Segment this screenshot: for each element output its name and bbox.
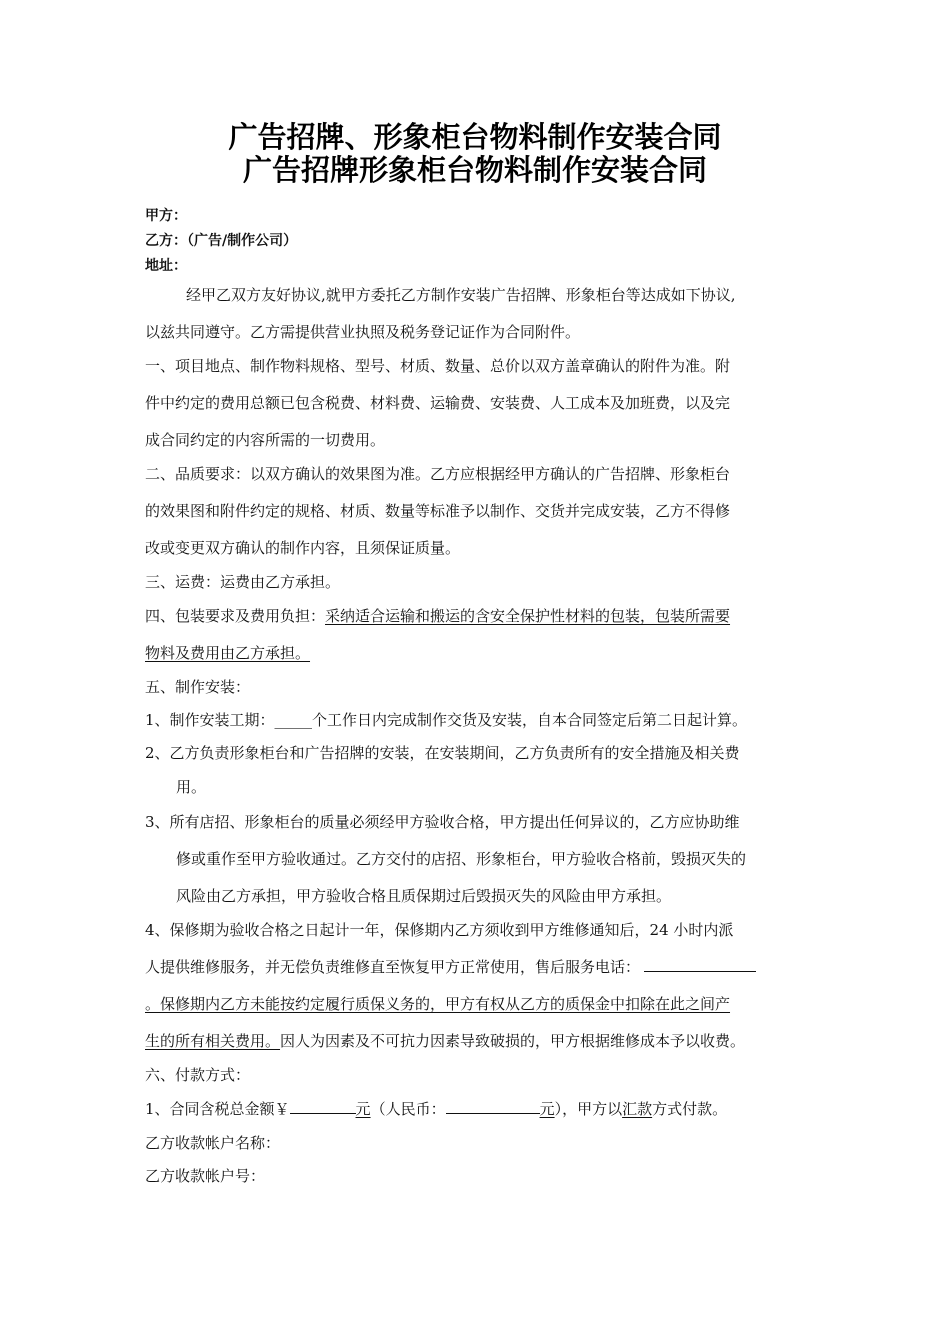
clause-3: 三、运费：运费由乙方承担。 [145, 573, 341, 591]
intro-line-2: 以兹共同遵守。乙方需提供营业执照及税务登记证作为合同附件。 [145, 323, 581, 341]
clause-2-line-2: 的效果图和附件约定的规格、材质、数量等标准予以制作、交货并完成安装，乙方不得修 [145, 502, 731, 520]
party-b-label: 乙方：（广告/制作公司） [145, 233, 298, 249]
clause-4-underlined-2: 物料及费用由乙方承担。 [145, 644, 311, 662]
clause-5-item-4-line-1: 4、保修期为验收合格之日起计一年，保修期内乙方须收到甲方维修通知后，24 小时内派 [145, 921, 734, 939]
intro-line-1: 经甲乙双方友好协议,就甲方委托乙方制作安装广告招牌、形象柜台等达成如下协议, [186, 286, 736, 304]
clause-5-item-2-line-2: 用。 [176, 778, 207, 796]
clause-2-line-3: 改或变更双方确认的制作内容，且须保证质量。 [145, 539, 461, 557]
clause-4-line-2 [145, 643, 310, 663]
clause-5-item-3-line-2: 修或重作至甲方验收通过。乙方交付的店招、形象柜台，甲方验收合格前，毁损灭失的 [176, 850, 747, 868]
clause-6-payment: 1、合同含税总金额￥ 元（人民币： 元），甲方以汇款方式付款。 [145, 1100, 728, 1118]
clause-5-item-3-line-1: 3、所有店招、形象柜台的质量必须经甲方验收合格，甲方提出任何异议的，乙方应协助维 [145, 813, 740, 831]
clause-5-item-4-line-4: 生的所有相关费用。因人为因素及不可抗力因素导致破损的，甲方根据维修成本予以收费。 [145, 1032, 746, 1050]
clause-5-item-3-line-3: 风险由乙方承担，甲方验收合格且质保期过后毁损灭失的风险由甲方承担。 [176, 887, 672, 905]
payment-method: 汇款 [622, 1100, 653, 1118]
address-label: 地址： [145, 258, 187, 274]
clause-5-item-2-line-1: 2、乙方负责形象柜台和广告招牌的安装，在安装期间，乙方负责所有的安全措施及相关费 [145, 744, 740, 762]
clause-6-heading: 六、付款方式： [145, 1066, 251, 1084]
clause-1-line-2: 件中约定的费用总额已包含税费、材料费、运输费、安装费、人工成本及加班费，以及完 [145, 394, 731, 412]
title-line-1: 广告招牌、形象柜台物料制作安装合同 [228, 120, 722, 154]
title-line-2: 广告招牌形象柜台物料制作安装合同 [242, 153, 707, 187]
service-phone-blank [644, 957, 756, 972]
clause-4-line-1 [145, 606, 730, 626]
clause-1-line-1: 一、项目地点、制作物料规格、型号、材质、数量、总价以双方盖章确认的附件为准。附 [145, 357, 731, 375]
clause-1-line-3: 成合同约定的内容所需的一切费用。 [145, 431, 386, 449]
clause-4-underlined-1: 采纳适合运输和搬运的含安全保护性材料的包装，包装所需要 [325, 607, 731, 625]
amount-rmb-blank [446, 1099, 540, 1114]
clause-4-prefix: 四、包装要求及费用负担： [145, 607, 326, 625]
account-name-label: 乙方收款帐户名称： [145, 1134, 281, 1152]
account-number-label: 乙方收款帐户号： [145, 1167, 266, 1185]
clause-2-line-1: 二、品质要求：以双方确认的效果图为准。乙方应根据经甲方确认的广告招牌、形象柜台 [145, 465, 731, 483]
clause-5-item-4-line-2: 人提供维修服务，并无偿负责维修直至恢复甲方正常使用，售后服务电话： [145, 957, 756, 977]
party-a-label: 甲方： [145, 208, 187, 224]
clause-5-item-1: 1、制作安装工期：_____个工作日内完成制作交货及安装，自本合同签定后第二日起计算。 [145, 711, 748, 729]
clause-5-item-4-line-3: 。保修期内乙方未能按约定履行质保义务的，甲方有权从乙方的质保金中扣除在此之间产 [145, 995, 731, 1013]
amount-blank [290, 1099, 356, 1114]
work-days-blank: _____ [274, 711, 313, 729]
clause-5-heading: 五、制作安装： [145, 678, 251, 696]
